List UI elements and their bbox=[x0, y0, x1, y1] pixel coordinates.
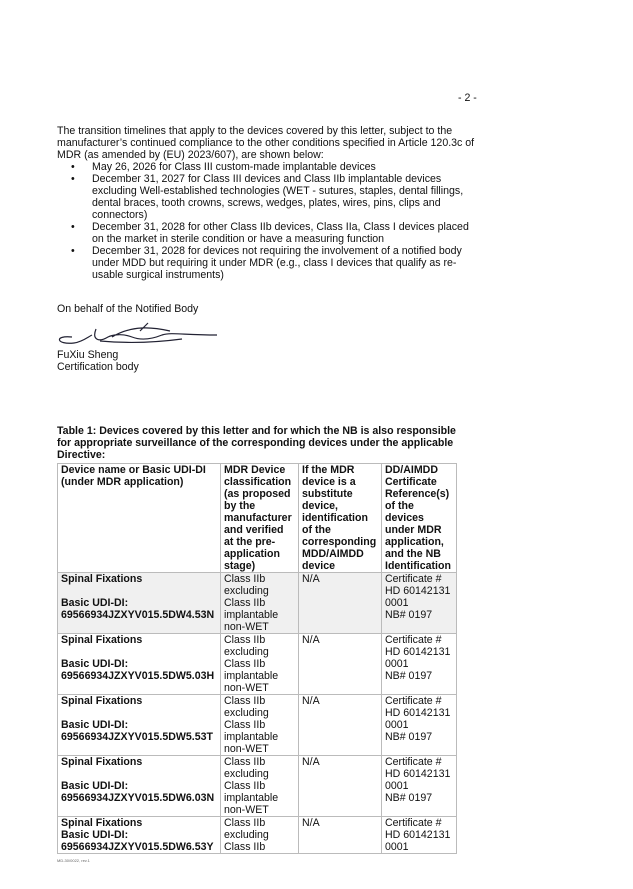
device-name: Spinal Fixations bbox=[61, 634, 143, 646]
udi-value: 69566934JZXYV015.5DW6.03N bbox=[61, 792, 215, 804]
table-row bbox=[58, 817, 457, 854]
device-name: Spinal Fixations bbox=[61, 817, 143, 829]
table-row bbox=[58, 573, 457, 634]
udi-label: Basic UDI-DI: bbox=[61, 597, 129, 609]
signer-role: Certification body bbox=[57, 361, 139, 373]
list-item: • December 31, 2027 for Class III devices and Class IIb implantable devices excluding Well-established technologies (WET - sutures, staples, dental fillings, dental braces, tooth crowns, screws, wedges, plates, wires, pins, clips and connectors) bbox=[57, 173, 482, 221]
device-name: Spinal Fixations bbox=[61, 756, 143, 768]
udi-value: 69566934JZXYV015.5DW5.03H bbox=[61, 670, 215, 682]
nb-id: NB# 0197 bbox=[385, 670, 433, 682]
table-header-row bbox=[58, 464, 457, 573]
page-number: - 2 - bbox=[458, 92, 477, 104]
table-row bbox=[58, 695, 457, 756]
substitute: N/A bbox=[299, 573, 382, 634]
classification: Class IIb excluding Class IIb implantable non-WET bbox=[221, 573, 299, 634]
timeline-list bbox=[57, 161, 482, 281]
table-row bbox=[58, 756, 457, 817]
header-substitute: If the MDR device is a substitute device, identification of the corresponding MDD/AIMDD device bbox=[299, 464, 382, 573]
substitute: N/A bbox=[299, 634, 382, 695]
header-device: Device name or Basic UDI-DI (under MDR application) bbox=[58, 464, 221, 573]
signer-block bbox=[57, 349, 633, 373]
classification: Class IIb excluding Class IIb bbox=[221, 817, 299, 854]
certificate: Certificate # HD 60142131 0001 bbox=[385, 573, 451, 609]
certificate: Certificate # HD 60142131 0001 bbox=[385, 695, 451, 731]
classification: Class IIb excluding Class IIb implantable non-WET bbox=[221, 756, 299, 817]
header-certificate: DD/AIMDD Certificate Reference(s) of the devices under MDR application, and the NB Identification bbox=[382, 464, 457, 573]
substitute: N/A bbox=[299, 756, 382, 817]
transition-section bbox=[57, 125, 482, 281]
certificate: Certificate # HD 60142131 0001 bbox=[385, 634, 451, 670]
list-item: • May 26, 2026 for Class III custom-made implantable devices bbox=[57, 161, 482, 173]
nb-id: NB# 0197 bbox=[385, 792, 433, 804]
table-caption: Table 1: Devices covered by this letter and for which the NB is also responsible for appropriate surveillance of the corresponding devices under the applicable Directive: bbox=[57, 425, 456, 461]
udi-label: Basic UDI-DI: bbox=[61, 829, 129, 841]
udi-label: Basic UDI-DI: bbox=[61, 780, 129, 792]
nb-id: NB# 0197 bbox=[385, 731, 433, 743]
device-name: Spinal Fixations bbox=[61, 695, 143, 707]
device-name: Spinal Fixations bbox=[61, 573, 143, 585]
header-classification: MDR Device classification (as proposed by the manufacturer and verified at the pre-application stage) bbox=[221, 464, 299, 573]
udi-value: 69566934JZXYV015.5DW5.53T bbox=[61, 731, 213, 743]
table-row bbox=[58, 634, 457, 695]
list-item: • December 31, 2028 for other Class IIb devices, Class IIa, Class I devices placed on the market in sterile condition or have a measuring function bbox=[57, 221, 482, 245]
devices-table bbox=[57, 463, 457, 854]
certificate: Certificate # HD 60142131 0001 bbox=[385, 817, 451, 853]
udi-value: 69566934JZXYV015.5DW4.53N bbox=[61, 609, 215, 621]
intro-paragraph: The transition timelines that apply to the devices covered by this letter, subject to the manufacturer’s continued compliance to the other conditions specified in Article 120.3c of MDR (as amended by (EU) 2023/607), are shown below: bbox=[57, 125, 475, 161]
signature-image bbox=[52, 317, 222, 349]
udi-value: 69566934JZXYV015.5DW6.53Y bbox=[61, 841, 214, 853]
udi-label: Basic UDI-DI: bbox=[61, 719, 129, 731]
behalf-text: On behalf of the Notified Body bbox=[57, 303, 199, 315]
nb-id: NB# 0197 bbox=[385, 609, 433, 621]
classification: Class IIb excluding Class IIb implantable non-WET bbox=[221, 634, 299, 695]
substitute: N/A bbox=[299, 695, 382, 756]
list-item: • December 31, 2028 for devices not requiring the involvement of a notified body under MDD but requiring it under MDR (e.g., class I devices that qualify as re-usable surgical instruments) bbox=[57, 245, 482, 281]
substitute: N/A bbox=[299, 817, 382, 854]
classification: Class IIb excluding Class IIb implantable non-WET bbox=[221, 695, 299, 756]
signer-name: FuXiu Sheng bbox=[57, 349, 119, 361]
footer-doc-id: MD-30/0022, rev.1 bbox=[57, 858, 90, 863]
udi-label: Basic UDI-DI: bbox=[61, 658, 129, 670]
certificate: Certificate # HD 60142131 0001 bbox=[385, 756, 451, 792]
